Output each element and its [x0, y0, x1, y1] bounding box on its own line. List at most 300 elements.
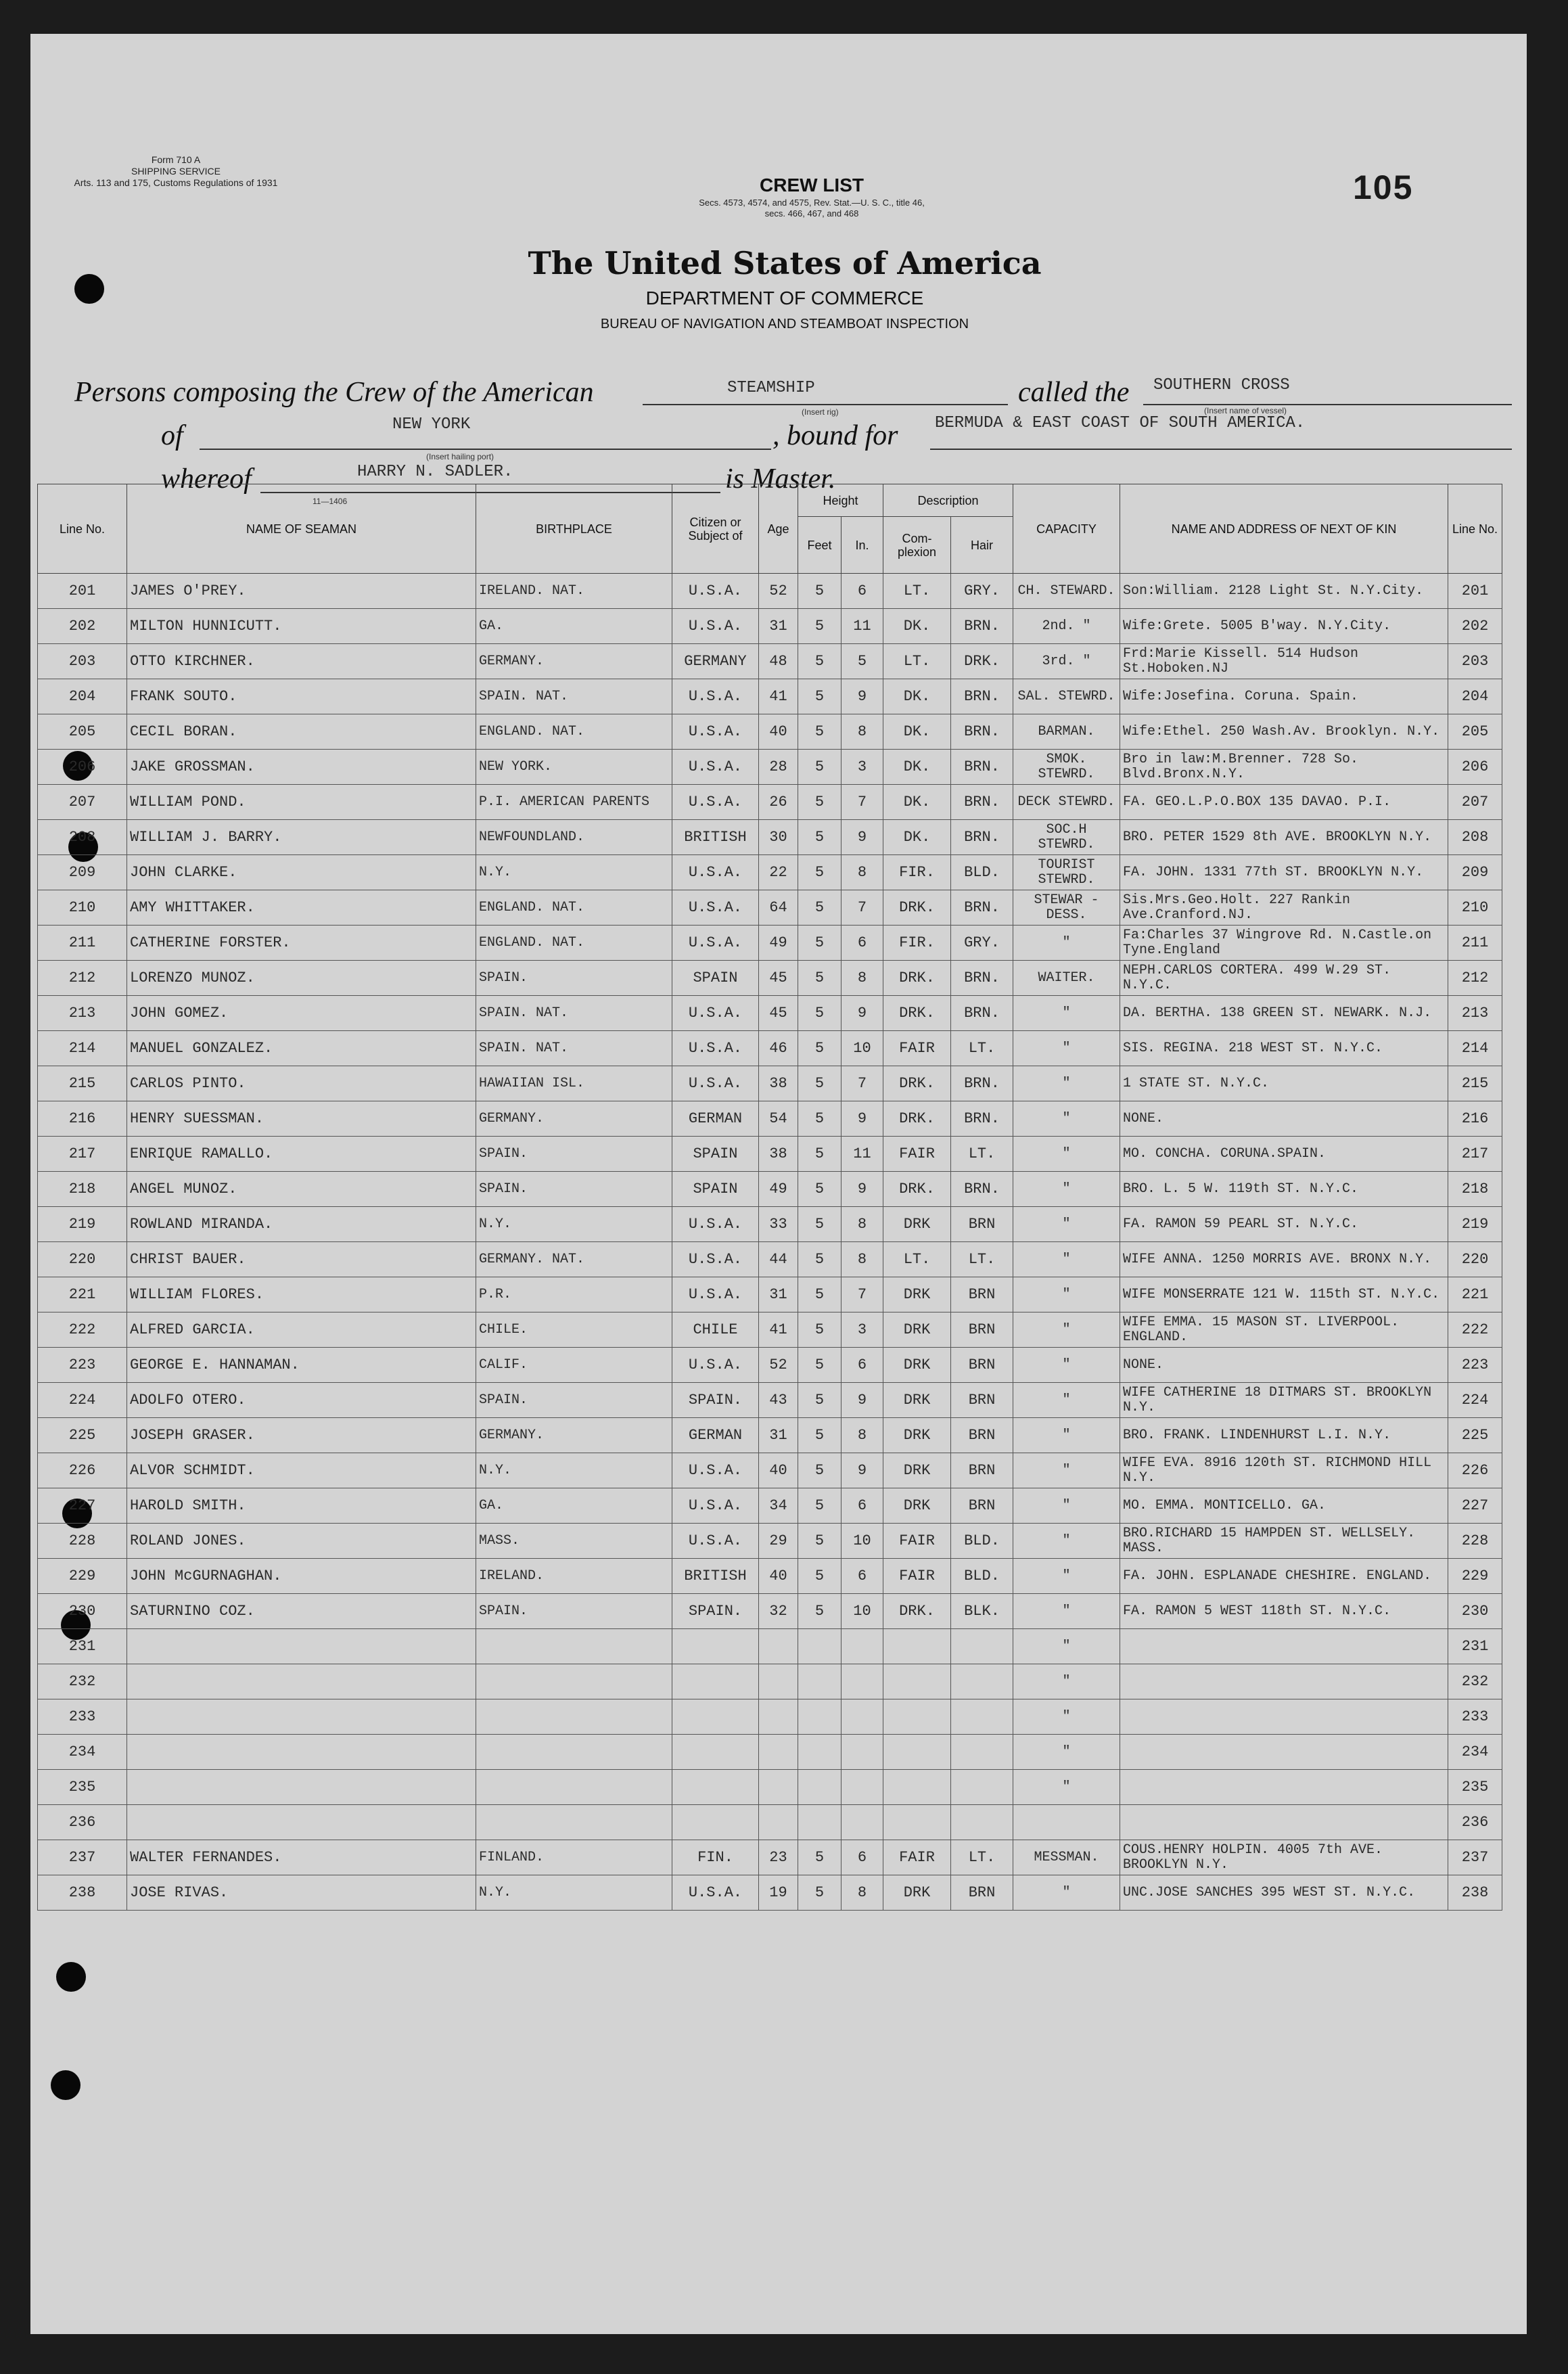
capacity-cell: ": [1013, 1242, 1120, 1277]
line-no-cell: 217: [38, 1137, 127, 1172]
line-no-cell: 221: [38, 1277, 127, 1312]
page-number: 105: [1353, 168, 1414, 206]
capacity-cell: ": [1013, 1875, 1120, 1911]
birthplace-cell: P.R.: [476, 1277, 672, 1312]
height-feet-cell: 5: [798, 1101, 841, 1137]
citizenship-cell: SPAIN: [672, 1137, 759, 1172]
capacity-cell: ": [1013, 1453, 1120, 1488]
next-of-kin-cell: FA. RAMON 5 WEST 118th ST. N.Y.C.: [1120, 1594, 1448, 1629]
seaman-name-cell: SATURNINO COZ.: [127, 1594, 476, 1629]
line-no-cell: 216: [38, 1101, 127, 1137]
table-row: [38, 750, 1502, 785]
age-cell: 19: [759, 1875, 798, 1911]
col-height: Height: [798, 484, 883, 517]
capacity-cell: BARMAN.: [1013, 714, 1120, 750]
complexion-cell: DRK.: [883, 1101, 951, 1137]
height-inches-cell: 5: [841, 644, 883, 679]
next-of-kin-cell: FA. JOHN. ESPLANADE CHESHIRE. ENGLAND.: [1120, 1559, 1448, 1594]
hair-cell: LT.: [951, 1031, 1013, 1066]
table-row: [38, 1383, 1502, 1418]
complexion-cell: LT.: [883, 574, 951, 609]
height-feet-cell: 5: [798, 996, 841, 1031]
statute-reference: [575, 198, 1048, 219]
birthplace-cell: SPAIN.: [476, 1172, 672, 1207]
seaman-name-cell: ADOLFO OTERO.: [127, 1383, 476, 1418]
height-inches-cell: 11: [841, 609, 883, 644]
birthplace-cell: SPAIN. NAT.: [476, 1031, 672, 1066]
table-row: [38, 1735, 1502, 1770]
col-age: Age: [759, 484, 798, 574]
capacity-cell: DECK STEWRD.: [1013, 785, 1120, 820]
capacity-cell: ": [1013, 996, 1120, 1031]
vessel-hint: (Insert name of vessel): [1204, 406, 1287, 415]
citizenship-cell: U.S.A.: [672, 1524, 759, 1559]
line-no-right-cell: 210: [1448, 890, 1502, 926]
height-inches-cell: 6: [841, 1348, 883, 1383]
complexion-cell: DRK: [883, 1277, 951, 1312]
birthplace-cell: [476, 1629, 672, 1664]
height-feet-cell: 5: [798, 785, 841, 820]
line-no-right-cell: 218: [1448, 1172, 1502, 1207]
age-cell: 29: [759, 1524, 798, 1559]
capacity-cell: ": [1013, 926, 1120, 961]
hair-cell: BLD.: [951, 855, 1013, 890]
height-inches-cell: 10: [841, 1524, 883, 1559]
col-name: NAME OF SEAMAN: [127, 484, 476, 574]
seaman-name-cell: MILTON HUNNICUTT.: [127, 609, 476, 644]
capacity-cell: ": [1013, 1699, 1120, 1735]
next-of-kin-cell: FA. JOHN. 1331 77th ST. BROOKLYN N.Y.: [1120, 855, 1448, 890]
table-row: [38, 1066, 1502, 1101]
seaman-name-cell: WILLIAM J. BARRY.: [127, 820, 476, 855]
height-feet-cell: 5: [798, 1840, 841, 1875]
col-line-no: Line No.: [38, 484, 127, 574]
citizenship-cell: BRITISH: [672, 1559, 759, 1594]
line-no-cell: 232: [38, 1664, 127, 1699]
line-no-cell: 227: [38, 1488, 127, 1524]
capacity-cell: [1013, 1805, 1120, 1840]
citizenship-cell: U.S.A.: [672, 714, 759, 750]
complexion-cell: DK.: [883, 820, 951, 855]
age-cell: [759, 1805, 798, 1840]
complexion-cell: FAIR: [883, 1840, 951, 1875]
line-no-right-cell: 222: [1448, 1312, 1502, 1348]
crew-rows: [38, 574, 1502, 1911]
complexion-cell: FIR.: [883, 926, 951, 961]
line-no-right-cell: 219: [1448, 1207, 1502, 1242]
height-inches-cell: 8: [841, 1418, 883, 1453]
age-cell: 28: [759, 750, 798, 785]
port-line: [200, 449, 771, 450]
height-inches-cell: 8: [841, 855, 883, 890]
height-inches-cell: 11: [841, 1137, 883, 1172]
citizenship-cell: U.S.A.: [672, 1875, 759, 1911]
line-no-cell: 233: [38, 1699, 127, 1735]
citizenship-cell: [672, 1735, 759, 1770]
age-cell: 31: [759, 1418, 798, 1453]
hair-cell: [951, 1735, 1013, 1770]
hair-cell: LT.: [951, 1840, 1013, 1875]
height-feet-cell: 5: [798, 1418, 841, 1453]
complexion-cell: LT.: [883, 644, 951, 679]
next-of-kin-cell: [1120, 1770, 1448, 1805]
next-of-kin-cell: [1120, 1629, 1448, 1664]
height-inches-cell: 3: [841, 1312, 883, 1348]
table-row: [38, 1875, 1502, 1911]
age-cell: [759, 1629, 798, 1664]
seaman-name-cell: HENRY SUESSMAN.: [127, 1101, 476, 1137]
table-row: [38, 1805, 1502, 1840]
capacity-cell: ": [1013, 1383, 1120, 1418]
birthplace-cell: SPAIN.: [476, 1383, 672, 1418]
seaman-name-cell: CATHERINE FORSTER.: [127, 926, 476, 961]
hair-cell: BRN.: [951, 1101, 1013, 1137]
line-no-right-cell: 225: [1448, 1418, 1502, 1453]
line-no-cell: 226: [38, 1453, 127, 1488]
next-of-kin-cell: NEPH.CARLOS CORTERA. 499 W.29 ST. N.Y.C.: [1120, 961, 1448, 996]
age-cell: 43: [759, 1383, 798, 1418]
height-inches-cell: 7: [841, 1277, 883, 1312]
capacity-cell: CH. STEWARD.: [1013, 574, 1120, 609]
capacity-cell: WAITER.: [1013, 961, 1120, 996]
col-feet: Feet: [798, 517, 841, 574]
height-inches-cell: 7: [841, 1066, 883, 1101]
capacity-cell: ": [1013, 1137, 1120, 1172]
seaman-name-cell: WALTER FERNANDES.: [127, 1840, 476, 1875]
table-row: [38, 1418, 1502, 1453]
age-cell: 40: [759, 1559, 798, 1594]
hair-cell: BRN: [951, 1277, 1013, 1312]
line-no-cell: 218: [38, 1172, 127, 1207]
line-no-cell: 229: [38, 1559, 127, 1594]
seaman-name-cell: JOSE RIVAS.: [127, 1875, 476, 1911]
line-no-right-cell: 206: [1448, 750, 1502, 785]
complexion-cell: DRK.: [883, 1172, 951, 1207]
rig-hint: (Insert rig): [802, 407, 839, 417]
birthplace-cell: NEW YORK.: [476, 750, 672, 785]
birthplace-cell: ENGLAND. NAT.: [476, 890, 672, 926]
height-inches-cell: 8: [841, 714, 883, 750]
line-no-cell: 225: [38, 1418, 127, 1453]
age-cell: 45: [759, 996, 798, 1031]
citizenship-cell: U.S.A.: [672, 574, 759, 609]
complexion-cell: FAIR: [883, 1031, 951, 1066]
table-row: [38, 1524, 1502, 1559]
height-inches-cell: 9: [841, 1453, 883, 1488]
line-no-right-cell: 237: [1448, 1840, 1502, 1875]
table-row: [38, 1770, 1502, 1805]
hair-cell: [951, 1629, 1013, 1664]
age-cell: 40: [759, 1453, 798, 1488]
seaman-name-cell: CHRIST BAUER.: [127, 1242, 476, 1277]
crew-list-title: CREW LIST: [760, 175, 864, 196]
birthplace-cell: NEWFOUNDLAND.: [476, 820, 672, 855]
age-cell: [759, 1770, 798, 1805]
height-feet-cell: 5: [798, 1488, 841, 1524]
capacity-cell: STEWAR - DESS.: [1013, 890, 1120, 926]
seaman-name-cell: ALFRED GARCIA.: [127, 1312, 476, 1348]
col-inches: In.: [841, 517, 883, 574]
height-inches-cell: 9: [841, 1101, 883, 1137]
height-feet-cell: [798, 1735, 841, 1770]
table-row: [38, 1348, 1502, 1383]
next-of-kin-cell: Wife:Grete. 5005 B'way. N.Y.City.: [1120, 609, 1448, 644]
capacity-cell: 3rd. ": [1013, 644, 1120, 679]
line-no-cell: 223: [38, 1348, 127, 1383]
height-feet-cell: [798, 1770, 841, 1805]
col-birthplace: BIRTHPLACE: [476, 484, 672, 574]
citizenship-cell: U.S.A.: [672, 679, 759, 714]
rig-line: [643, 404, 1008, 405]
punch-hole: [51, 2070, 80, 2100]
complexion-cell: FAIR: [883, 1137, 951, 1172]
age-cell: 30: [759, 820, 798, 855]
age-cell: 38: [759, 1137, 798, 1172]
birthplace-cell: ENGLAND. NAT.: [476, 714, 672, 750]
birthplace-cell: GERMANY. NAT.: [476, 1242, 672, 1277]
line-no-cell: 214: [38, 1031, 127, 1066]
next-of-kin-cell: NONE.: [1120, 1101, 1448, 1137]
height-feet-cell: 5: [798, 1242, 841, 1277]
next-of-kin-cell: Son:William. 2128 Light St. N.Y.City.: [1120, 574, 1448, 609]
port-value: NEW YORK: [392, 415, 471, 434]
table-row: [38, 1699, 1502, 1735]
capacity-cell: ": [1013, 1418, 1120, 1453]
citizenship-cell: GERMANY: [672, 644, 759, 679]
hair-cell: BRN: [951, 1348, 1013, 1383]
capacity-cell: ": [1013, 1172, 1120, 1207]
seaman-name-cell: ENRIQUE RAMALLO.: [127, 1137, 476, 1172]
line-no-right-cell: 205: [1448, 714, 1502, 750]
seaman-name-cell: CECIL BORAN.: [127, 714, 476, 750]
height-feet-cell: [798, 1699, 841, 1735]
citizenship-cell: U.S.A.: [672, 1348, 759, 1383]
punch-hole: [56, 1962, 86, 1992]
line-no-right-cell: 208: [1448, 820, 1502, 855]
table-row: [38, 926, 1502, 961]
height-feet-cell: [798, 1664, 841, 1699]
crew-table: [37, 484, 1502, 1911]
line-no-cell: 220: [38, 1242, 127, 1277]
birthplace-cell: [476, 1735, 672, 1770]
birthplace-cell: GERMANY.: [476, 644, 672, 679]
height-inches-cell: 10: [841, 1594, 883, 1629]
seaman-name-cell: ANGEL MUNOZ.: [127, 1172, 476, 1207]
hair-cell: BRN: [951, 1875, 1013, 1911]
height-feet-cell: 5: [798, 609, 841, 644]
birthplace-cell: N.Y.: [476, 1875, 672, 1911]
capacity-cell: ": [1013, 1524, 1120, 1559]
persons-label: Persons composing the Crew of the American: [74, 377, 594, 408]
complexion-cell: [883, 1629, 951, 1664]
next-of-kin-cell: MO. EMMA. MONTICELLO. GA.: [1120, 1488, 1448, 1524]
table-row: [38, 890, 1502, 926]
vessel-line: [1143, 404, 1512, 405]
hair-cell: [951, 1805, 1013, 1840]
birthplace-cell: CHILE.: [476, 1312, 672, 1348]
complexion-cell: DRK.: [883, 996, 951, 1031]
line-no-right-cell: 221: [1448, 1277, 1502, 1312]
birthplace-cell: [476, 1664, 672, 1699]
form-service: SHIPPING SERVICE: [131, 166, 221, 177]
hair-cell: BRN.: [951, 785, 1013, 820]
capacity-cell: ": [1013, 1348, 1120, 1383]
next-of-kin-cell: BRO. PETER 1529 8th AVE. BROOKLYN N.Y.: [1120, 820, 1448, 855]
seaman-name-cell: [127, 1770, 476, 1805]
line-no-cell: 219: [38, 1207, 127, 1242]
next-of-kin-cell: UNC.JOSE SANCHES 395 WEST ST. N.Y.C.: [1120, 1875, 1448, 1911]
age-cell: 31: [759, 1277, 798, 1312]
birthplace-cell: GA.: [476, 1488, 672, 1524]
hair-cell: BRN: [951, 1207, 1013, 1242]
birthplace-cell: SPAIN.: [476, 961, 672, 996]
height-feet-cell: 5: [798, 644, 841, 679]
citizenship-cell: U.S.A.: [672, 1488, 759, 1524]
height-inches-cell: 7: [841, 785, 883, 820]
line-no-cell: 209: [38, 855, 127, 890]
height-inches-cell: 8: [841, 1242, 883, 1277]
called-label: called the: [1018, 377, 1130, 408]
seaman-name-cell: WILLIAM POND.: [127, 785, 476, 820]
table-row: [38, 820, 1502, 855]
age-cell: 40: [759, 714, 798, 750]
line-no-cell: 236: [38, 1805, 127, 1840]
line-no-cell: 215: [38, 1066, 127, 1101]
table-row: [38, 644, 1502, 679]
birthplace-cell: IRELAND.: [476, 1559, 672, 1594]
department-heading: DEPARTMENT OF COMMERCE: [645, 288, 924, 309]
country-heading: The United States of America: [528, 245, 1042, 281]
age-cell: 41: [759, 1312, 798, 1348]
height-feet-cell: 5: [798, 1066, 841, 1101]
table-row: [38, 1137, 1502, 1172]
citizenship-cell: U.S.A.: [672, 1066, 759, 1101]
birthplace-cell: [476, 1770, 672, 1805]
table-row: [38, 714, 1502, 750]
line-no-right-cell: 234: [1448, 1735, 1502, 1770]
seaman-name-cell: GEORGE E. HANNAMAN.: [127, 1348, 476, 1383]
height-inches-cell: 8: [841, 1875, 883, 1911]
age-cell: 22: [759, 855, 798, 890]
capacity-cell: SMOK. STEWRD.: [1013, 750, 1120, 785]
citizenship-cell: U.S.A.: [672, 926, 759, 961]
col-next-of-kin: NAME AND ADDRESS OF NEXT OF KIN: [1120, 484, 1448, 574]
complexion-cell: DRK: [883, 1383, 951, 1418]
hair-cell: BRN: [951, 1453, 1013, 1488]
line-no-right-cell: 230: [1448, 1594, 1502, 1629]
line-no-right-cell: 232: [1448, 1664, 1502, 1699]
age-cell: 41: [759, 679, 798, 714]
complexion-cell: [883, 1699, 951, 1735]
birthplace-cell: [476, 1805, 672, 1840]
master-label: is Master.: [725, 463, 836, 495]
citizenship-cell: U.S.A.: [672, 750, 759, 785]
next-of-kin-cell: WIFE CATHERINE 18 DITMARS ST. BROOKLYN N.Y.: [1120, 1383, 1448, 1418]
col-line-no-right: Line No.: [1448, 484, 1502, 574]
citizenship-cell: BRITISH: [672, 820, 759, 855]
height-inches-cell: [841, 1805, 883, 1840]
table-row: [38, 1488, 1502, 1524]
hair-cell: BRN: [951, 1488, 1013, 1524]
seaman-name-cell: OTTO KIRCHNER.: [127, 644, 476, 679]
age-cell: 54: [759, 1101, 798, 1137]
seaman-name-cell: HAROLD SMITH.: [127, 1488, 476, 1524]
form-meta: [30, 154, 321, 189]
bound-label: , bound for: [773, 420, 898, 451]
height-feet-cell: 5: [798, 1875, 841, 1911]
line-no-right-cell: 215: [1448, 1066, 1502, 1101]
age-cell: 34: [759, 1488, 798, 1524]
next-of-kin-cell: [1120, 1735, 1448, 1770]
citizenship-cell: SPAIN.: [672, 1383, 759, 1418]
seaman-name-cell: JOHN CLARKE.: [127, 855, 476, 890]
citizenship-cell: SPAIN: [672, 1172, 759, 1207]
line-no-right-cell: 233: [1448, 1699, 1502, 1735]
hair-cell: BRN: [951, 1383, 1013, 1418]
citizenship-cell: [672, 1699, 759, 1735]
capacity-cell: ": [1013, 1488, 1120, 1524]
height-feet-cell: 5: [798, 855, 841, 890]
next-of-kin-cell: 1 STATE ST. N.Y.C.: [1120, 1066, 1448, 1101]
complexion-cell: [883, 1805, 951, 1840]
height-inches-cell: 9: [841, 1383, 883, 1418]
hair-cell: BRN.: [951, 890, 1013, 926]
height-feet-cell: 5: [798, 961, 841, 996]
height-inches-cell: 9: [841, 820, 883, 855]
height-feet-cell: 5: [798, 890, 841, 926]
next-of-kin-cell: Bro in law:M.Brenner. 728 So. Blvd.Bronx.N.Y.: [1120, 750, 1448, 785]
height-feet-cell: 5: [798, 750, 841, 785]
height-feet-cell: 5: [798, 1207, 841, 1242]
citizenship-cell: U.S.A.: [672, 609, 759, 644]
citizenship-cell: U.S.A.: [672, 1207, 759, 1242]
age-cell: 52: [759, 574, 798, 609]
complexion-cell: DRK: [883, 1453, 951, 1488]
height-inches-cell: 8: [841, 1207, 883, 1242]
complexion-cell: DRK.: [883, 890, 951, 926]
age-cell: 52: [759, 1348, 798, 1383]
citizenship-cell: CHILE: [672, 1312, 759, 1348]
height-feet-cell: 5: [798, 574, 841, 609]
birthplace-cell: GA.: [476, 609, 672, 644]
line-no-cell: 202: [38, 609, 127, 644]
line-no-cell: 228: [38, 1524, 127, 1559]
line-no-cell: 212: [38, 961, 127, 996]
hair-cell: [951, 1664, 1013, 1699]
seaman-name-cell: [127, 1699, 476, 1735]
line-no-cell: 208: [38, 820, 127, 855]
height-feet-cell: 5: [798, 1137, 841, 1172]
next-of-kin-cell: [1120, 1805, 1448, 1840]
table-row: [38, 1840, 1502, 1875]
next-of-kin-cell: FA. GEO.L.P.O.BOX 135 DAVAO. P.I.: [1120, 785, 1448, 820]
complexion-cell: [883, 1735, 951, 1770]
capacity-cell: ": [1013, 1277, 1120, 1312]
col-complexion: Com-plexion: [883, 517, 951, 574]
table-row: [38, 785, 1502, 820]
complexion-cell: DRK: [883, 1488, 951, 1524]
line-no-right-cell: 223: [1448, 1348, 1502, 1383]
height-inches-cell: 9: [841, 679, 883, 714]
hair-cell: BLD.: [951, 1559, 1013, 1594]
seaman-name-cell: JOHN McGURNAGHAN.: [127, 1559, 476, 1594]
line-no-right-cell: 217: [1448, 1137, 1502, 1172]
age-cell: 64: [759, 890, 798, 926]
next-of-kin-cell: Fa:Charles 37 Wingrove Rd. N.Castle.on Tyne.England: [1120, 926, 1448, 961]
hair-cell: BRN.: [951, 714, 1013, 750]
birthplace-cell: FINLAND.: [476, 1840, 672, 1875]
table-row: [38, 1101, 1502, 1137]
